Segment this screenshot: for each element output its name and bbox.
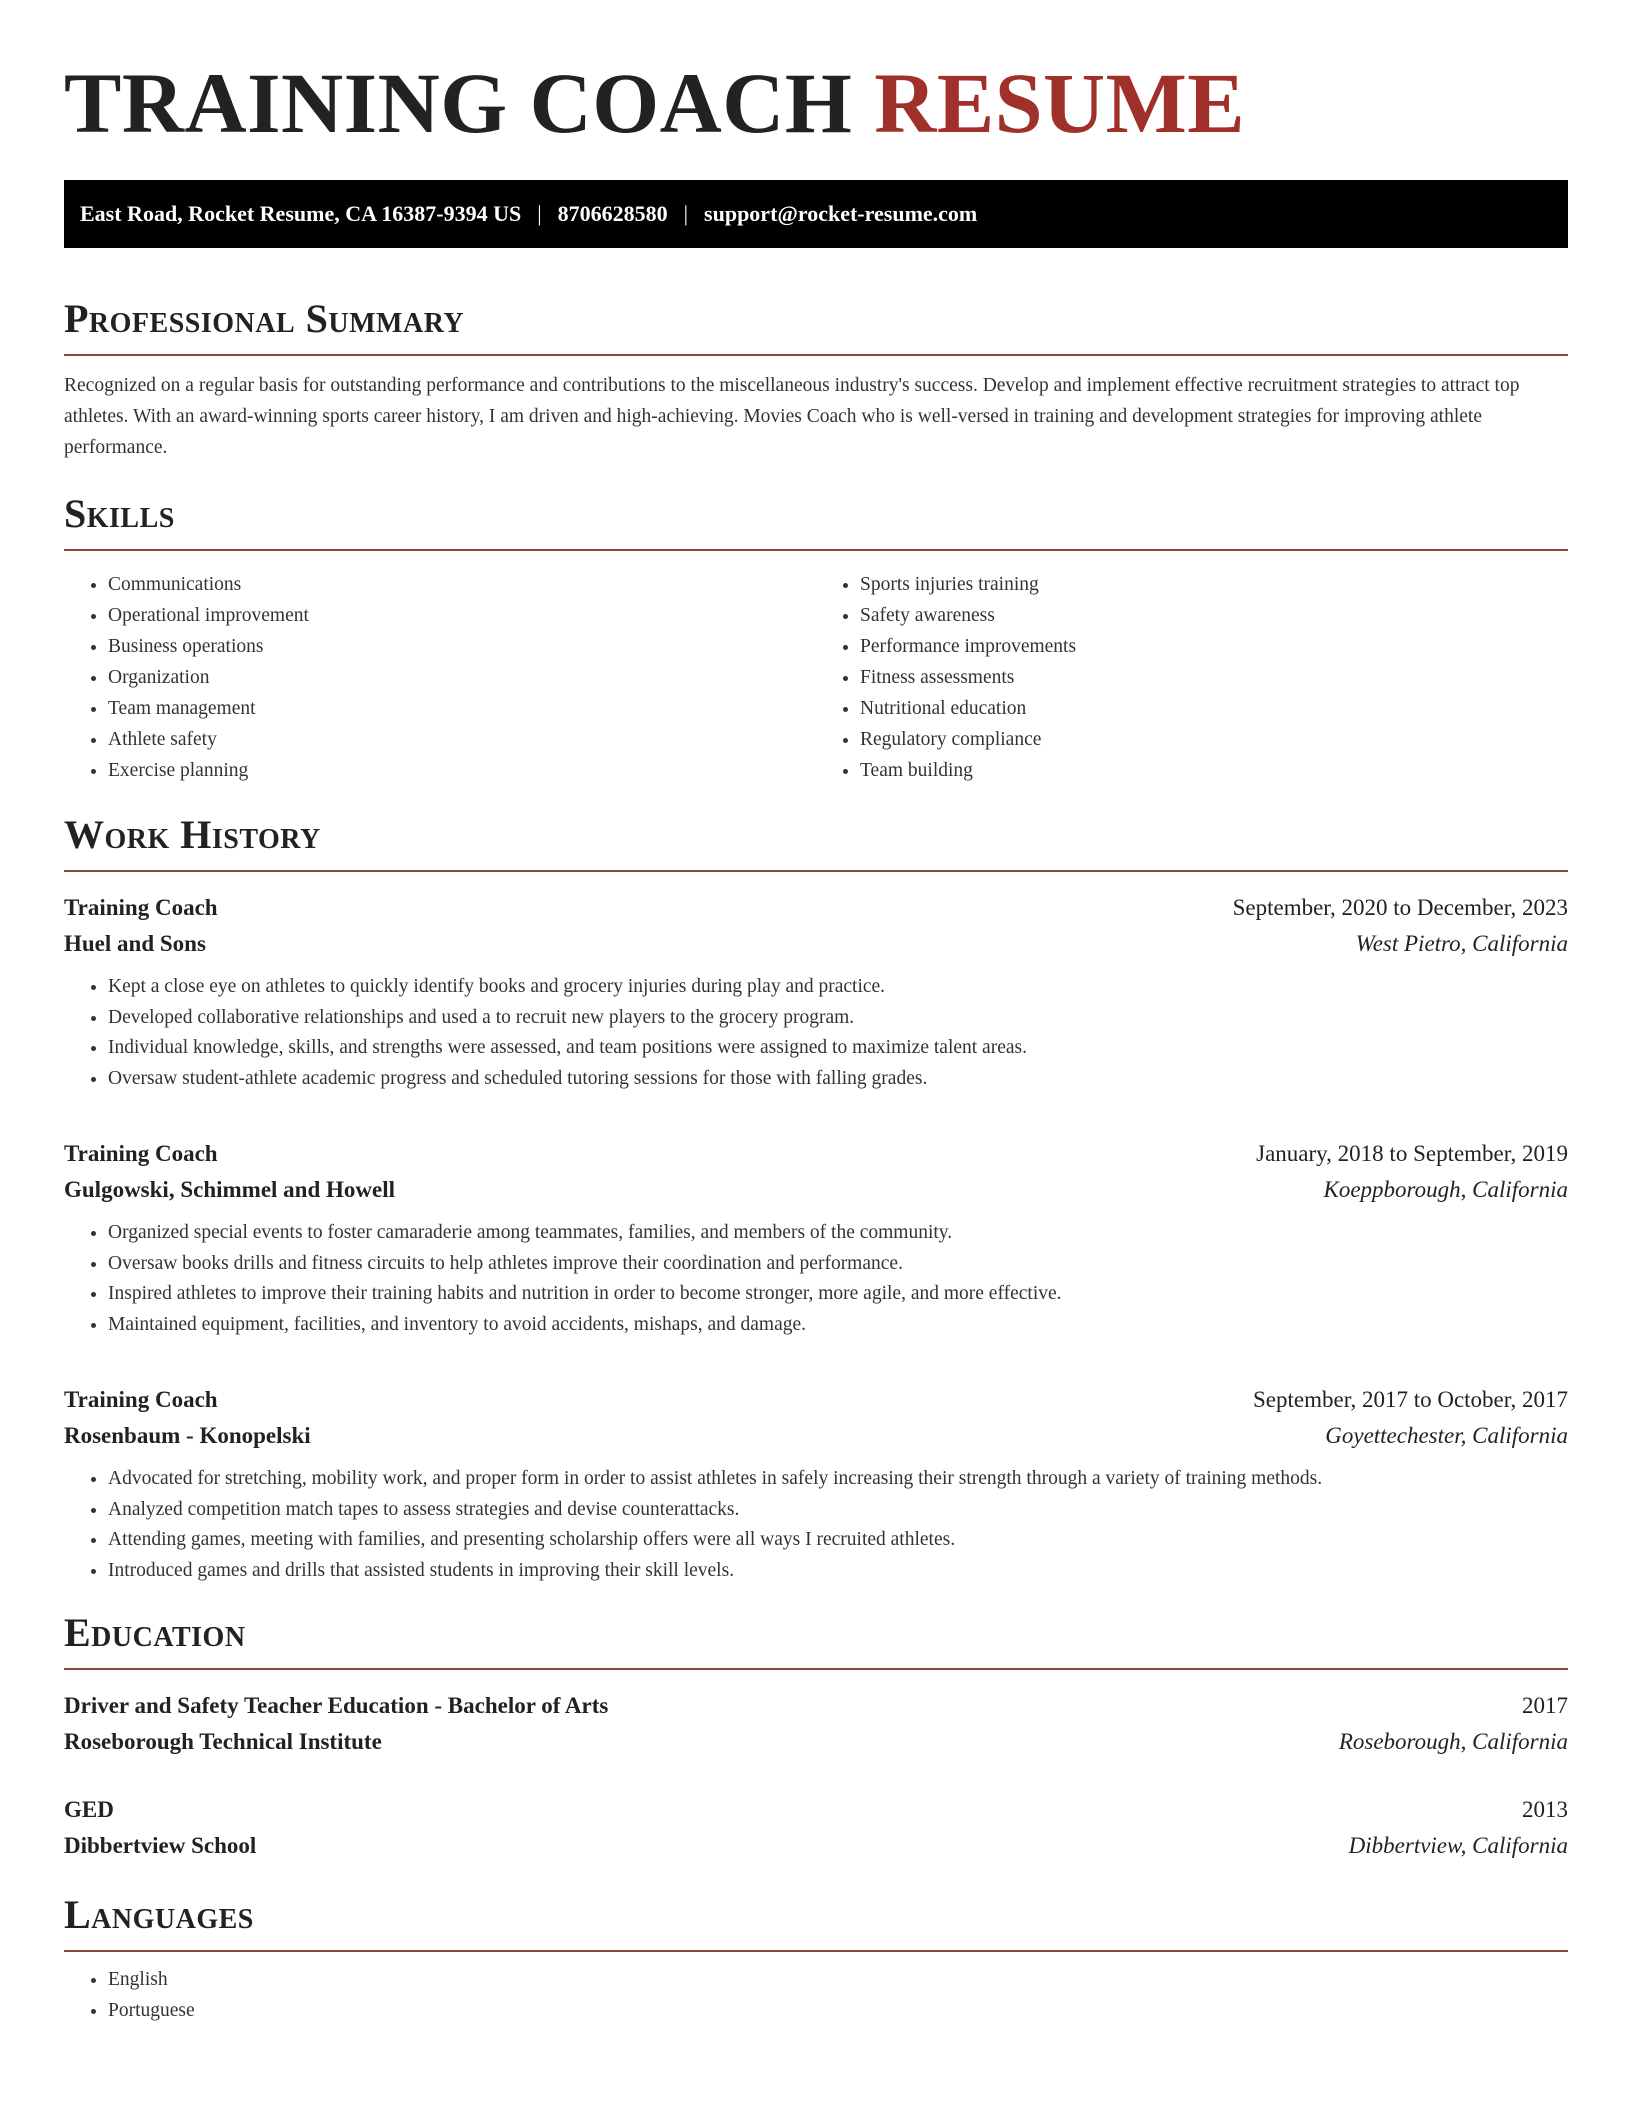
education-heading: Education [64, 1610, 1568, 1670]
job-location: Goyettechester, California [1325, 1423, 1568, 1448]
job-dates: January, 2018 to September, 2019 [1256, 1141, 1568, 1166]
contact-separator: | [537, 201, 542, 226]
skills-heading: Skills [64, 491, 1568, 551]
title-main: TRAINING COACH [64, 55, 853, 151]
job-bullet: • Maintained equipment, facilities, and inventory to avoid accidents, mishaps, and damage. [108, 1310, 1568, 1341]
job-bullets [64, 1218, 1568, 1340]
job-bullet: • Oversaw books drills and fitness circuits to help athletes improve their coordination and performance. [108, 1249, 1568, 1280]
skill-item: • Organization [108, 662, 816, 693]
skills-section [64, 491, 1568, 786]
skill-item: • Nutritional education [860, 693, 1568, 724]
languages-list [64, 1964, 1568, 2026]
job-location: Koeppborough, California [1323, 1177, 1568, 1202]
languages-heading: Languages [64, 1892, 1568, 1952]
job-title: Training Coach [64, 895, 218, 920]
skill-item: • Fitness assessments [860, 662, 1568, 693]
skills-right-column [816, 569, 1568, 786]
language-item: • Portuguese [108, 1995, 1568, 2026]
job-dates: September, 2020 to December, 2023 [1232, 895, 1568, 920]
summary-section [64, 296, 1568, 463]
job-location: West Pietro, California [1355, 931, 1568, 956]
job-bullet: • Kept a close eye on athletes to quickly identify books and grocery injuries during play and practice. [108, 972, 1568, 1003]
work-history-heading: Work History [64, 812, 1568, 872]
job-dates: September, 2017 to October, 2017 [1253, 1387, 1568, 1412]
skills-left-column [64, 569, 816, 786]
education-entry [64, 1792, 1568, 1864]
job-title: Training Coach [64, 1387, 218, 1412]
resume-page [64, 0, 1568, 2026]
education-year: 2013 [1522, 1797, 1568, 1822]
skill-item: • Communications [108, 569, 816, 600]
contact-phone: 8706628580 [557, 201, 668, 226]
skill-item: • Safety awareness [860, 600, 1568, 631]
job-entry [64, 1136, 1568, 1340]
job-company: Huel and Sons [64, 931, 206, 956]
language-item: • English [108, 1964, 1568, 1995]
education-school: Roseborough Technical Institute [64, 1729, 382, 1754]
title-accent: RESUME [874, 55, 1246, 151]
resume-title [64, 55, 1568, 151]
education-year: 2017 [1522, 1693, 1568, 1718]
job-bullet: • Attending games, meeting with families, and presenting scholarship offers were all ways I recruited athletes. [108, 1525, 1568, 1556]
job-company: Gulgowski, Schimmel and Howell [64, 1177, 395, 1202]
skill-item: • Performance improvements [860, 631, 1568, 662]
job-bullet: • Analyzed competition match tapes to assess strategies and devise counterattacks. [108, 1495, 1568, 1526]
education-degree: GED [64, 1797, 114, 1822]
education-degree: Driver and Safety Teacher Education - Bachelor of Arts [64, 1693, 609, 1718]
contact-bar [64, 180, 1568, 248]
education-school: Dibbertview School [64, 1833, 257, 1858]
skill-item: • Business operations [108, 631, 816, 662]
job-bullets [64, 1464, 1568, 1586]
languages-section [64, 1892, 1568, 2026]
job-bullet: • Inspired athletes to improve their training habits and nutrition in order to become stronger, more agile, and more effective. [108, 1279, 1568, 1310]
job-bullets [64, 972, 1568, 1094]
education-location: Dibbertview, California [1348, 1833, 1568, 1858]
skill-item: • Team building [860, 755, 1568, 786]
summary-text: Recognized on a regular basis for outstanding performance and contributions to the miscellaneous industry's success. Develop and implement effective recruitment strategies to attract top athletes. With an award-winning sports career history, I am driven and high-achieving. Movies Coach who is well-versed in training and development strategies for improving athlete performance. [64, 375, 1520, 458]
job-title: Training Coach [64, 1141, 218, 1166]
job-bullet: • Oversaw student-athlete academic progress and scheduled tutoring sessions for those with falling grades. [108, 1064, 1568, 1095]
education-section [64, 1610, 1568, 1864]
job-bullet: • Developed collaborative relationships and used a to recruit new players to the grocery program. [108, 1003, 1568, 1034]
job-bullet: • Introduced games and drills that assisted students in improving their skill levels. [108, 1556, 1568, 1587]
job-entry [64, 1382, 1568, 1586]
education-location: Roseborough, California [1338, 1729, 1568, 1754]
job-bullet: • Advocated for stretching, mobility work, and proper form in order to assist athletes in safely increasing their strength through a variety of training methods. [108, 1464, 1568, 1495]
skills-grid [64, 569, 1568, 786]
skill-item: • Sports injuries training [860, 569, 1568, 600]
job-entry [64, 890, 1568, 1094]
skill-item: • Regulatory compliance [860, 724, 1568, 755]
work-history-section [64, 812, 1568, 1586]
contact-email: support@rocket-resume.com [704, 201, 978, 226]
education-entry [64, 1688, 1568, 1760]
skill-item: • Team management [108, 693, 816, 724]
job-company: Rosenbaum - Konopelski [64, 1423, 311, 1448]
skill-item: • Athlete safety [108, 724, 816, 755]
summary-heading: Professional Summary [64, 296, 1568, 356]
contact-separator: | [683, 201, 689, 226]
job-bullet: • Individual knowledge, skills, and strengths were assessed, and team positions were assigned to maximize talent areas. [108, 1033, 1568, 1064]
skill-item: • Exercise planning [108, 755, 816, 786]
contact-address: East Road, Rocket Resume, CA 16387-9394 US [80, 201, 522, 226]
skill-item: • Operational improvement [108, 600, 816, 631]
job-bullet: • Organized special events to foster camaraderie among teammates, families, and members of the community. [108, 1218, 1568, 1249]
